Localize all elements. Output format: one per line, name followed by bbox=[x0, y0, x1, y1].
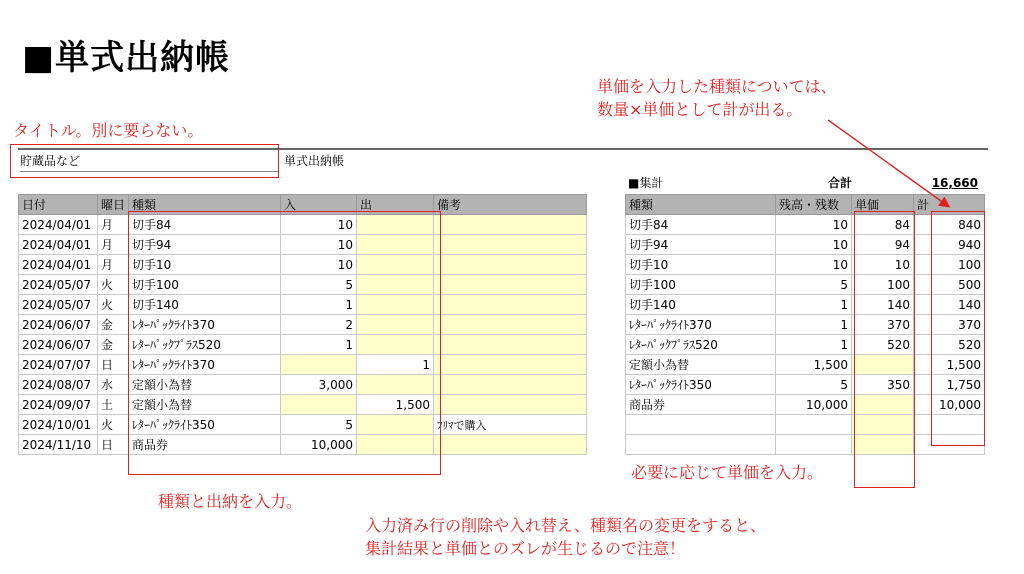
ledger-header-cell: 出 bbox=[357, 195, 434, 215]
ledger-cell[interactable]: 2024/06/07 bbox=[19, 335, 98, 355]
input-note: 種類と出納を入力。 bbox=[158, 492, 303, 511]
ledger-cell[interactable]: 10 bbox=[281, 235, 357, 255]
ledger-cell[interactable]: 1 bbox=[281, 295, 357, 315]
summary-cell: 1,500 bbox=[776, 355, 852, 375]
ledger-cell[interactable]: 土 bbox=[98, 395, 129, 415]
summary-cell: 940 bbox=[914, 235, 985, 255]
ledger-cell[interactable]: 2024/09/07 bbox=[19, 395, 98, 415]
warning-line2: 集計結果と単価とのズレが生じるので注意！ bbox=[365, 539, 686, 558]
summary-header-cell: 計 bbox=[914, 195, 985, 215]
summary-cell[interactable]: 370 bbox=[852, 315, 914, 335]
ledger-cell[interactable]: ﾚﾀｰﾊﾟｯｸﾗｲﾄ370 bbox=[129, 355, 281, 375]
ledger-cell[interactable]: 2024/05/07 bbox=[19, 295, 98, 315]
ledger-cell[interactable]: 2024/07/07 bbox=[19, 355, 98, 375]
summary-cell: 10 bbox=[776, 255, 852, 275]
ledger-cell[interactable]: 金 bbox=[98, 315, 129, 335]
warning-line1: 入力済み行の削除や入れ替え、種類名の変更をすると、 bbox=[365, 516, 766, 535]
ledger-cell[interactable]: 5 bbox=[281, 415, 357, 435]
summary-cell: 140 bbox=[914, 295, 985, 315]
summary-cell: 370 bbox=[914, 315, 985, 335]
summary-cell: 5 bbox=[776, 275, 852, 295]
ledger-header-cell: 備考 bbox=[434, 195, 587, 215]
summary-cell: ﾚﾀｰﾊﾟｯｸﾌﾟﾗｽ520 bbox=[626, 335, 776, 355]
summary-cell: 切手140 bbox=[626, 295, 776, 315]
title-input-value: 貯蔵品など bbox=[20, 154, 81, 168]
ledger-header-cell: 日付 bbox=[19, 195, 98, 215]
ledger-cell[interactable]: 2024/10/01 bbox=[19, 415, 98, 435]
summary-cell: 10 bbox=[776, 235, 852, 255]
summary-cell[interactable]: 350 bbox=[852, 375, 914, 395]
summary-cell: 520 bbox=[914, 335, 985, 355]
ledger-cell[interactable]: 月 bbox=[98, 255, 129, 275]
ledger-cell[interactable]: 1 bbox=[357, 355, 434, 375]
summary-cell: 840 bbox=[914, 215, 985, 235]
summary-total-label: 合計 bbox=[827, 176, 852, 190]
ledger-cell[interactable]: 月 bbox=[98, 215, 129, 235]
ledger-cell[interactable]: 2024/11/10 bbox=[19, 435, 98, 455]
ledger-cell[interactable]: 2024/04/01 bbox=[19, 215, 98, 235]
summary-cell: ﾚﾀｰﾊﾟｯｸﾗｲﾄ350 bbox=[626, 375, 776, 395]
price-note-line2: 数量×単価として計が出る。 bbox=[597, 100, 803, 119]
ledger-cell[interactable]: 5 bbox=[281, 275, 357, 295]
ledger-cell[interactable]: 切手140 bbox=[129, 295, 281, 315]
ledger-cell[interactable]: 切手84 bbox=[129, 215, 281, 235]
summary-cell: ﾚﾀｰﾊﾟｯｸﾗｲﾄ370 bbox=[626, 315, 776, 335]
summary-title: ■集計 bbox=[628, 176, 664, 190]
ledger-cell[interactable]: 日 bbox=[98, 355, 129, 375]
ledger-cell[interactable]: 1 bbox=[281, 335, 357, 355]
summary-cell: 1,750 bbox=[914, 375, 985, 395]
ledger-cell[interactable]: ﾚﾀｰﾊﾟｯｸﾗｲﾄ370 bbox=[129, 315, 281, 335]
summary-cell[interactable]: 520 bbox=[852, 335, 914, 355]
ledger-cell[interactable]: ﾚﾀｰﾊﾟｯｸﾗｲﾄ350 bbox=[129, 415, 281, 435]
summary-cell[interactable]: 10 bbox=[852, 255, 914, 275]
ledger-cell[interactable]: 商品券 bbox=[129, 435, 281, 455]
summary-header-cell: 種類 bbox=[626, 195, 776, 215]
ledger-cell[interactable]: ﾚﾀｰﾊﾟｯｸﾌﾟﾗｽ520 bbox=[129, 335, 281, 355]
summary-cell: 定額小為替 bbox=[626, 355, 776, 375]
ledger-cell[interactable]: 定額小為替 bbox=[129, 375, 281, 395]
ledger-header-cell: 入 bbox=[281, 195, 357, 215]
price-note-line1: 単価を入力した種類については、 bbox=[597, 77, 837, 96]
ledger-cell[interactable]: 切手100 bbox=[129, 275, 281, 295]
ledger-cell[interactable]: 金 bbox=[98, 335, 129, 355]
summary-cell: 1 bbox=[776, 335, 852, 355]
summary-cell[interactable]: 100 bbox=[852, 275, 914, 295]
ledger-cell[interactable]: 定額小為替 bbox=[129, 395, 281, 415]
summary-cell: 10 bbox=[776, 215, 852, 235]
ledger-cell[interactable]: 10,000 bbox=[281, 435, 357, 455]
ledger-cell[interactable]: 10 bbox=[281, 215, 357, 235]
page-title: ■単式出納帳 bbox=[22, 38, 231, 78]
summary-total-value: 16,660 bbox=[931, 176, 978, 190]
ledger-cell[interactable]: 火 bbox=[98, 295, 129, 315]
summary-cell: 切手94 bbox=[626, 235, 776, 255]
ledger-cell[interactable]: 1,500 bbox=[357, 395, 434, 415]
summary-cell: 切手100 bbox=[626, 275, 776, 295]
summary-cell: 10,000 bbox=[776, 395, 852, 415]
ledger-cell[interactable]: 10 bbox=[281, 255, 357, 275]
summary-header-cell: 残高・残数 bbox=[776, 195, 852, 215]
ledger-cell[interactable]: 火 bbox=[98, 415, 129, 435]
summary-cell[interactable]: 84 bbox=[852, 215, 914, 235]
ledger-cell[interactable]: 2024/04/01 bbox=[19, 235, 98, 255]
ledger-cell[interactable]: 水 bbox=[98, 375, 129, 395]
summary-cell: 商品券 bbox=[626, 395, 776, 415]
summary-cell[interactable]: 94 bbox=[852, 235, 914, 255]
ledger-cell[interactable]: 3,000 bbox=[281, 375, 357, 395]
summary-cell: 1,500 bbox=[914, 355, 985, 375]
ledger-cell[interactable]: 日 bbox=[98, 435, 129, 455]
ledger-cell[interactable]: 2024/05/07 bbox=[19, 275, 98, 295]
sheet-label: 単式出納帳 bbox=[284, 154, 345, 168]
summary-cell: 1 bbox=[776, 295, 852, 315]
summary-cell: 100 bbox=[914, 255, 985, 275]
ledger-cell[interactable]: 2024/08/07 bbox=[19, 375, 98, 395]
ledger-cell[interactable]: 2024/06/07 bbox=[19, 315, 98, 335]
arrow-line bbox=[828, 120, 948, 206]
ledger-header-cell: 種類 bbox=[129, 195, 281, 215]
summary-cell: 1 bbox=[776, 315, 852, 335]
ledger-cell[interactable]: ﾌﾘﾏで購入 bbox=[434, 415, 587, 435]
unit-price-note: 必要に応じて単価を入力。 bbox=[631, 463, 824, 482]
ledger-cell[interactable]: 切手94 bbox=[129, 235, 281, 255]
summary-cell: 切手10 bbox=[626, 255, 776, 275]
ledger-cell[interactable]: 火 bbox=[98, 275, 129, 295]
summary-header-cell: 単価 bbox=[852, 195, 914, 215]
ledger-cell[interactable]: 2 bbox=[281, 315, 357, 335]
ledger-cell[interactable]: 2024/04/01 bbox=[19, 255, 98, 275]
ledger-header-cell: 曜日 bbox=[98, 195, 129, 215]
summary-cell: 切手84 bbox=[626, 215, 776, 235]
summary-cell: 10,000 bbox=[914, 395, 985, 415]
ledger-cell[interactable]: 切手10 bbox=[129, 255, 281, 275]
summary-cell[interactable]: 140 bbox=[852, 295, 914, 315]
summary-cell: 500 bbox=[914, 275, 985, 295]
ledger-cell[interactable]: 月 bbox=[98, 235, 129, 255]
title-note: タイトル。別に要らない。 bbox=[13, 121, 204, 140]
summary-cell: 5 bbox=[776, 375, 852, 395]
